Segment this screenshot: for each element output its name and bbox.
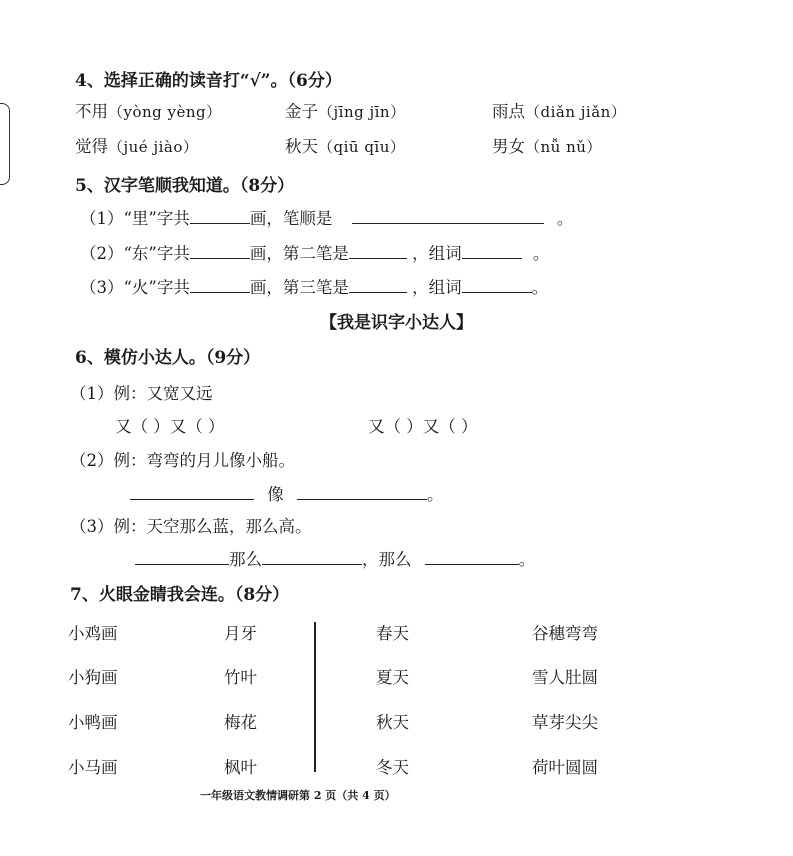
q4-title: 4、选择正确的读音打“√”。（6分） xyxy=(75,71,342,91)
q6-pattern-1b: 又（ ）又（ ） xyxy=(368,417,478,436)
q4-pinyin: （jīng jīn） xyxy=(318,103,406,121)
answer-blank[interactable] xyxy=(190,208,250,224)
match-item[interactable]: 小马画 xyxy=(68,758,118,777)
match-item[interactable]: 梅花 xyxy=(224,713,257,732)
match-item[interactable]: 春天 xyxy=(376,624,409,643)
q5-text: 画，第二笔是 xyxy=(249,244,349,263)
match-item[interactable]: 谷穗弯弯 xyxy=(532,624,598,643)
q4-pinyin: （jué jiào） xyxy=(108,138,199,156)
q5-item-2 xyxy=(80,240,549,264)
q6-answer-3 xyxy=(135,546,535,570)
q4-word: 不用 xyxy=(75,102,108,121)
match-item[interactable]: 雪人肚圆 xyxy=(532,668,598,687)
q4-pinyin: （nǚ nǔ） xyxy=(525,138,602,156)
q5-text: ，组词 xyxy=(412,278,462,297)
match-item[interactable]: 冬天 xyxy=(376,758,409,777)
q4-word: 男女 xyxy=(492,137,525,156)
q5-text: 。 xyxy=(531,278,549,297)
match-item[interactable]: 草芽尖尖 xyxy=(532,713,598,732)
q4-word: 雨点 xyxy=(492,102,525,121)
q6-title: 6、模仿小达人。（9分） xyxy=(75,348,261,368)
q5-text: （1）“里”字共 xyxy=(80,209,190,228)
q4-pinyin: （qiū qīu） xyxy=(318,138,406,156)
q6-text: 那么 xyxy=(229,550,262,569)
q4-pinyin: （yòng yèng） xyxy=(108,103,222,121)
q5-text: 。 xyxy=(556,209,574,228)
q5-text: （3）“火”字共 xyxy=(80,278,190,297)
answer-blank[interactable] xyxy=(262,549,362,565)
q5-text: 画，第三笔是 xyxy=(249,278,349,297)
match-item[interactable]: 竹叶 xyxy=(224,668,257,687)
q6-text: 。 xyxy=(518,550,536,569)
match-item[interactable]: 荷叶圆圆 xyxy=(532,758,598,777)
q5-text: 。 xyxy=(532,244,550,263)
q4-item xyxy=(75,98,222,122)
q6-text: 。 xyxy=(427,485,444,504)
match-item[interactable]: 小鸭画 xyxy=(68,713,118,732)
binding-margin-mark xyxy=(0,103,10,185)
answer-blank[interactable] xyxy=(349,277,407,293)
q4-item xyxy=(492,133,602,157)
q5-text: （2）“东”字共 xyxy=(80,244,190,263)
answer-blank[interactable] xyxy=(190,277,250,293)
match-item[interactable]: 夏天 xyxy=(376,668,409,687)
answer-blank[interactable] xyxy=(425,549,519,565)
q5-text: 画，笔顺是 xyxy=(249,209,333,228)
answer-blank[interactable] xyxy=(349,243,407,259)
q4-word: 觉得 xyxy=(75,137,108,156)
match-item[interactable]: 月牙 xyxy=(224,624,257,643)
answer-blank[interactable] xyxy=(297,484,427,500)
q4-item xyxy=(285,98,406,122)
q6-text: 像 xyxy=(267,485,284,504)
answer-blank[interactable] xyxy=(135,549,229,565)
q6-example-2: （2）例：弯弯的月儿像小船。 xyxy=(70,451,295,470)
answer-blank[interactable] xyxy=(190,243,250,259)
answer-blank[interactable] xyxy=(130,484,254,500)
q7-title: 7、火眼金睛我会连。（8分） xyxy=(70,585,290,605)
match-item[interactable]: 枫叶 xyxy=(224,758,257,777)
q6-answer-2 xyxy=(130,481,444,505)
column-divider xyxy=(314,622,316,772)
q4-item xyxy=(492,98,626,122)
q4-item xyxy=(285,133,405,157)
answer-blank[interactable] xyxy=(462,277,532,293)
q4-pinyin: （diǎn jiǎn） xyxy=(525,103,627,121)
q4-word: 金子 xyxy=(285,102,318,121)
q6-example-3: （3）例：天空那么蓝，那么高。 xyxy=(70,517,312,536)
q5-title: 5、汉字笔顺我知道。（8分） xyxy=(75,176,295,196)
q6-example-1: （1）例：又宽又远 xyxy=(70,384,213,403)
section-title: 【我是识字小达人】 xyxy=(320,313,473,333)
q5-item-1 xyxy=(80,205,573,229)
q5-text: ，组词 xyxy=(412,244,462,263)
q4-word: 秋天 xyxy=(285,137,318,156)
q6-text: ，那么 xyxy=(362,550,412,569)
match-item[interactable]: 小鸡画 xyxy=(68,624,118,643)
q5-item-3 xyxy=(80,274,548,298)
answer-blank[interactable] xyxy=(352,208,544,224)
page-footer: 一年级语文教情调研第 2 页（共 4 页） xyxy=(200,789,396,802)
answer-blank[interactable] xyxy=(462,243,522,259)
q6-pattern-1a: 又（ ）又（ ） xyxy=(115,417,225,436)
match-item[interactable]: 小狗画 xyxy=(68,668,118,687)
match-item[interactable]: 秋天 xyxy=(376,713,409,732)
q4-item xyxy=(75,133,198,157)
